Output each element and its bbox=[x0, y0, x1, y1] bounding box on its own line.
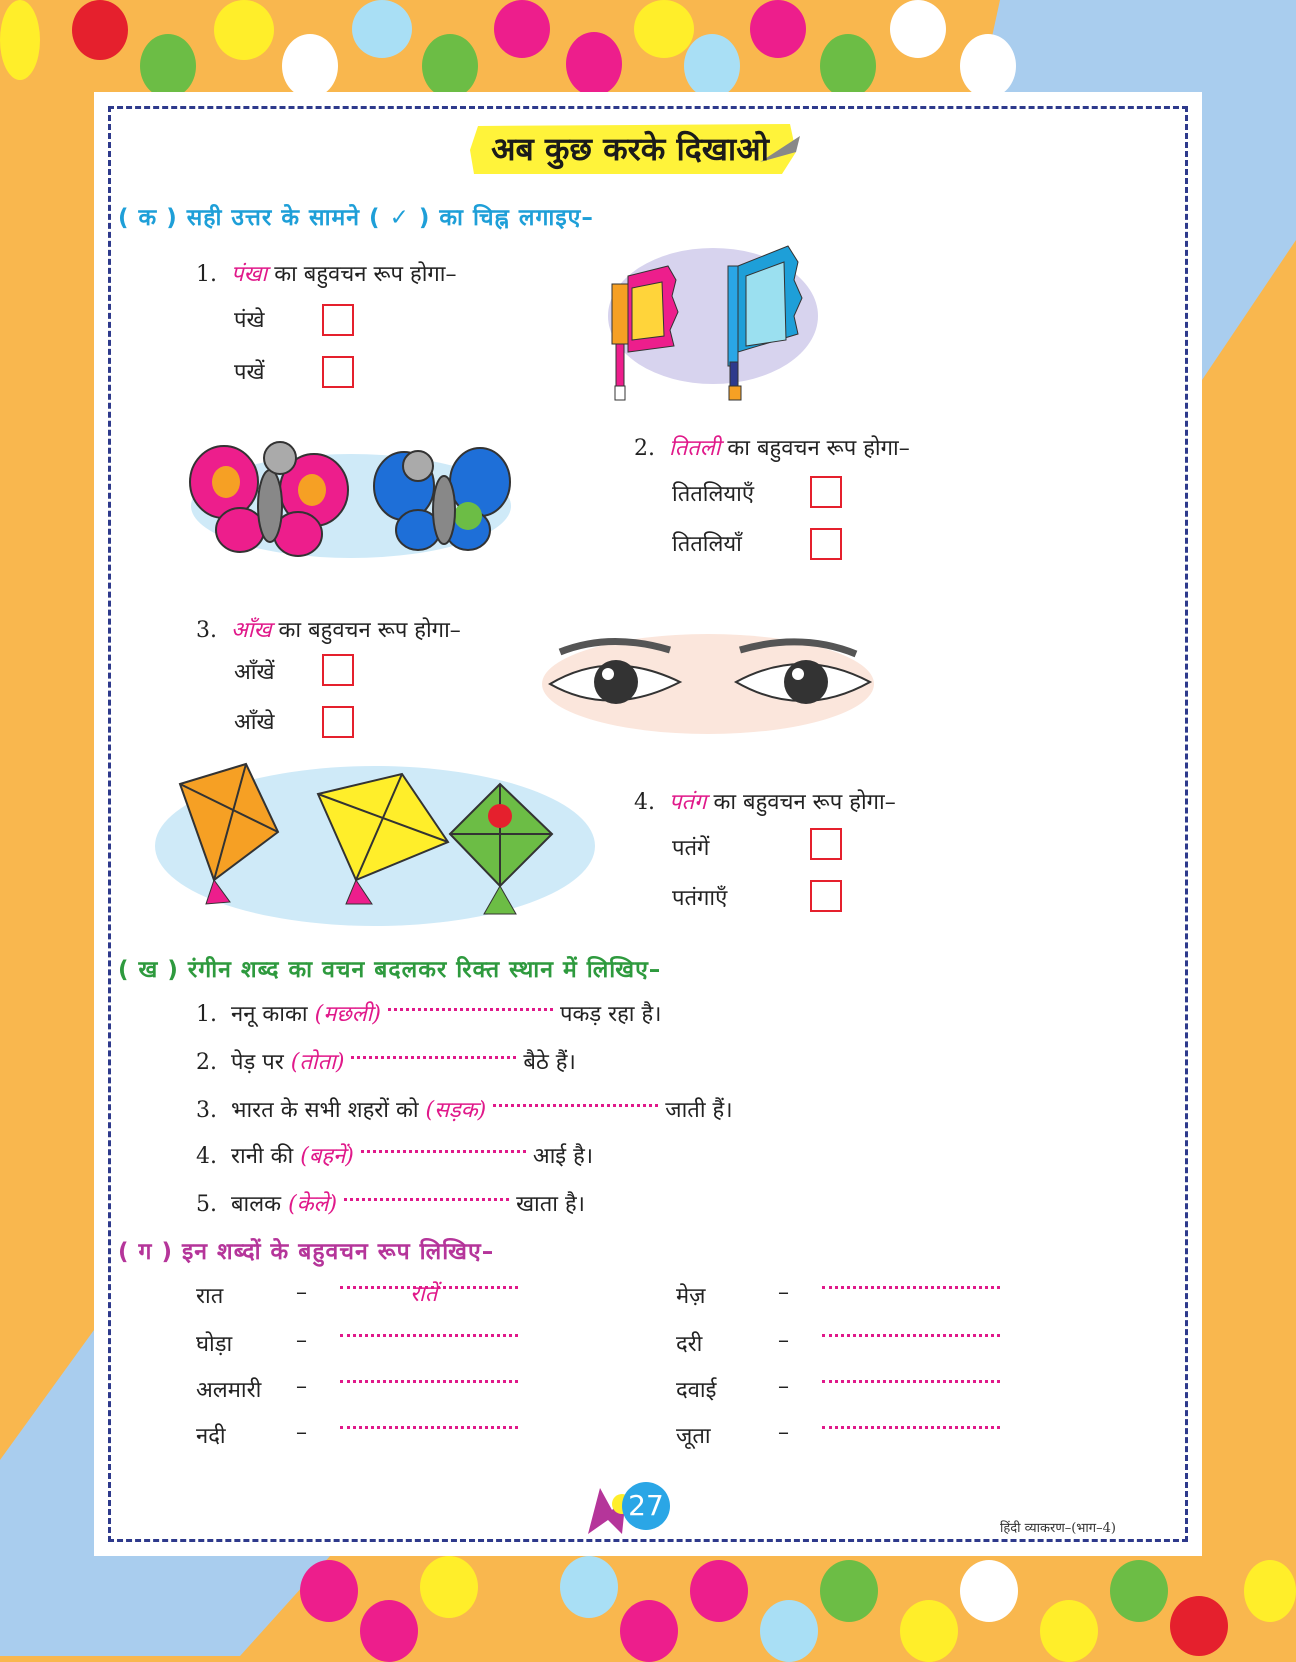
word-mez: मेज़ bbox=[676, 1284, 706, 1309]
q2-option-1-checkbox[interactable] bbox=[810, 476, 842, 508]
answer-line-mez[interactable] bbox=[822, 1286, 1000, 1289]
fill-item-1: 1. ननू काका (मछली) पकड़ रहा है। bbox=[196, 1002, 662, 1027]
answer-raat: रातें bbox=[410, 1282, 438, 1307]
question-3: 3. आँख का बहुवचन रूप होगा– bbox=[196, 618, 461, 643]
word-raat: रात bbox=[196, 1284, 224, 1309]
answer-line-nadi[interactable] bbox=[340, 1426, 518, 1429]
word-dawai: दवाई bbox=[676, 1378, 717, 1403]
dash: – bbox=[778, 1280, 789, 1305]
fill-item-4: 4. रानी की (बहनें) आई है। bbox=[196, 1144, 594, 1169]
question-4: 4. पतंग का बहुवचन रूप होगा– bbox=[634, 790, 896, 815]
word-ghoda: घोड़ा bbox=[196, 1332, 233, 1357]
fill-item-2: 2. पेड़ पर (तोता) बैठे हैं। bbox=[196, 1050, 576, 1075]
fill-blank-4[interactable] bbox=[361, 1150, 526, 1153]
answer-line-dawai[interactable] bbox=[822, 1380, 1000, 1383]
hand-fans-illustration bbox=[598, 236, 818, 406]
q3-option-2-label: आँखे bbox=[234, 710, 275, 735]
butterflies-illustration bbox=[186, 430, 516, 570]
dash: – bbox=[296, 1280, 307, 1305]
q2-option-1-label: तितलियाएँ bbox=[672, 482, 755, 507]
answer-line-joota[interactable] bbox=[822, 1426, 1000, 1429]
fill-blank-3[interactable] bbox=[493, 1104, 658, 1107]
page-title: अब कुछ करके दिखाओ bbox=[491, 130, 769, 168]
dash: – bbox=[296, 1420, 307, 1445]
word-almari: अलमारी bbox=[196, 1378, 262, 1403]
fill-blank-2[interactable] bbox=[351, 1056, 516, 1059]
q1-option-1-label: पंखे bbox=[234, 308, 265, 333]
fill-blank-5[interactable] bbox=[344, 1198, 509, 1201]
eyes-illustration bbox=[540, 632, 876, 736]
q1-option-1-checkbox[interactable] bbox=[322, 304, 354, 336]
answer-line-almari[interactable] bbox=[340, 1380, 518, 1383]
q4-option-2-checkbox[interactable] bbox=[810, 880, 842, 912]
dash: – bbox=[778, 1328, 789, 1353]
q4-option-1-checkbox[interactable] bbox=[810, 828, 842, 860]
q4-option-1-label: पतंगें bbox=[672, 836, 710, 861]
dash: – bbox=[778, 1374, 789, 1399]
q4-option-2-label: पतंगाएँ bbox=[672, 886, 728, 911]
q1-option-2-checkbox[interactable] bbox=[322, 356, 354, 388]
q2-option-2-label: तितलियाँ bbox=[672, 532, 742, 557]
q3-option-2-checkbox[interactable] bbox=[322, 706, 354, 738]
q1-option-2-label: पखें bbox=[234, 360, 265, 385]
fill-item-3: 3. भारत के सभी शहरों को (सड़क) जाती हैं। bbox=[196, 1098, 733, 1123]
q3-option-1-checkbox[interactable] bbox=[322, 654, 354, 686]
dash: – bbox=[778, 1420, 789, 1445]
word-dari: दरी bbox=[676, 1332, 703, 1357]
answer-line-dari[interactable] bbox=[822, 1334, 1000, 1337]
dash: – bbox=[296, 1328, 307, 1353]
word-joota: जूता bbox=[676, 1424, 711, 1449]
word-nadi: नदी bbox=[196, 1424, 226, 1449]
q2-option-2-checkbox[interactable] bbox=[810, 528, 842, 560]
dash: – bbox=[296, 1374, 307, 1399]
q3-option-1-label: आँखें bbox=[234, 660, 275, 685]
page-number: 27 bbox=[622, 1482, 670, 1530]
footer-book-title: हिंदी व्याकरण–(भाग–4) bbox=[1000, 1521, 1116, 1536]
question-1: 1. पंखा का बहुवचन रूप होगा– bbox=[196, 262, 457, 287]
fill-item-5: 5. बालक (केले) खाता है। bbox=[196, 1192, 586, 1217]
fill-blank-1[interactable] bbox=[388, 1008, 553, 1011]
answer-line-ghoda[interactable] bbox=[340, 1334, 518, 1337]
section-c-heading: ( ग ) इन शब्दों के बहुवचन रूप लिखिए– bbox=[118, 1239, 495, 1265]
question-2: 2. तितली का बहुवचन रूप होगा– bbox=[634, 436, 910, 461]
section-b-heading: ( ख ) रंगीन शब्द का वचन बदलकर रिक्त स्थान में लिखिए– bbox=[118, 957, 662, 983]
kites-illustration bbox=[150, 754, 600, 934]
section-a-heading: ( क ) सही उत्तर के सामने ( ✓ ) का चिह्न लगाइए– bbox=[118, 205, 594, 231]
